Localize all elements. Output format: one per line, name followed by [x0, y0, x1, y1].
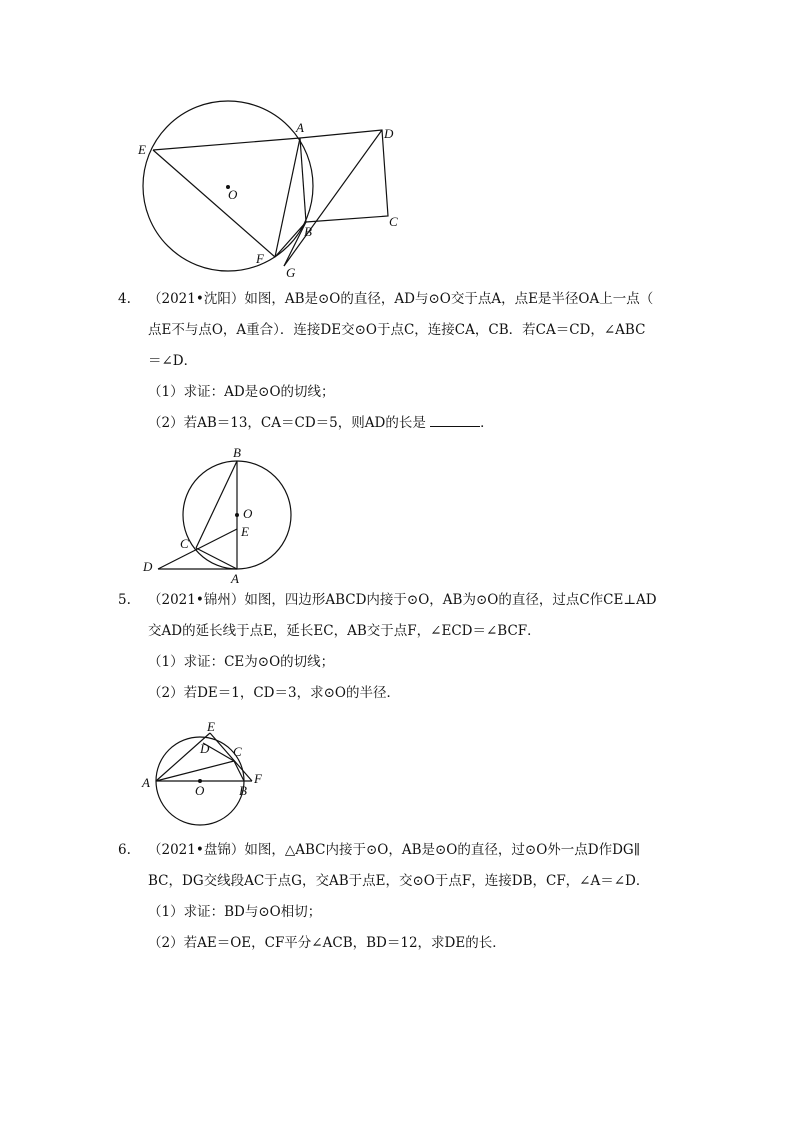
label-F: F	[256, 251, 264, 266]
label-C: C	[389, 214, 398, 229]
label-A: A	[142, 775, 150, 790]
figure-problem-5	[0, 715, 794, 835]
label-D: D	[200, 741, 210, 756]
label-F: F	[254, 771, 262, 786]
label-E: E	[241, 524, 249, 539]
problem-text-line: BC，DG交线段AC于点G，交AB于点E，交⊙O于点F，连接DB，CF，∠A＝∠D．	[148, 873, 650, 889]
label-D: D	[143, 559, 153, 574]
question-4-2	[148, 408, 494, 439]
problem-text-line: 交AD的延长线于点E，延长EC，AB交于点F，∠ECD＝∠BCF．	[148, 623, 541, 639]
problem-6	[118, 835, 678, 897]
question-5-2: （2）若DE＝1，CD＝3，求⊙O的半径．	[148, 685, 400, 701]
label-B: B	[304, 224, 312, 239]
label-E: E	[138, 142, 146, 157]
label-D: D	[384, 126, 394, 141]
label-A: A	[296, 120, 304, 135]
label-B: B	[239, 783, 247, 798]
problem-text-line: （2021•盘锦）如图，△ABC内接于⊙O，AB是⊙O的直径，过⊙O外一点D作DG∥	[148, 842, 640, 858]
problem-text-line: （2021•锦州）如图，四边形ABCD内接于⊙O，AB为⊙O的直径，过点C作CE⊥AD	[148, 592, 657, 608]
problem-number: 4.	[118, 291, 131, 307]
figure-problem-4	[0, 440, 794, 590]
label-B: B	[233, 445, 241, 460]
problem-number: 5.	[118, 592, 131, 608]
label-O: O	[195, 783, 205, 798]
label-O: O	[228, 187, 238, 202]
question-end: ．	[480, 415, 494, 431]
label-G: G	[286, 265, 296, 280]
figure-top	[0, 0, 794, 290]
question-4-1: （1）求证：AD是⊙O的切线；	[148, 384, 335, 400]
label-C: C	[180, 536, 189, 551]
answer-blank[interactable]	[430, 412, 480, 427]
label-A: A	[231, 571, 239, 586]
problem-4	[118, 284, 678, 377]
question-6-1: （1）求证：BD与⊙O相切；	[148, 904, 322, 920]
label-C: C	[233, 744, 242, 759]
question-5-1: （1）求证：CE为⊙O的切线；	[148, 654, 335, 670]
label-E: E	[207, 719, 215, 734]
problem-text-line: ＝∠D．	[148, 353, 198, 369]
question-text: （2）若AB＝13，CA＝CD＝5，则AD的长是	[148, 415, 426, 431]
problem-text-line: 点E不与点O，A重合）．连接DE交⊙O于点C，连接CA，CB．若CA＝CD，∠ABC	[148, 322, 646, 338]
problem-5	[118, 585, 678, 647]
question-6-2: （2）若AE＝OE，CF平分∠ACB，BD＝12，求DE的长．	[148, 935, 506, 951]
problem-text-line: （2021•沈阳）如图，AB是⊙O的直径，AD与⊙O交于点A，点E是半径OA上一点（	[148, 291, 654, 307]
problem-number: 6.	[118, 842, 131, 858]
label-O: O	[243, 506, 253, 521]
